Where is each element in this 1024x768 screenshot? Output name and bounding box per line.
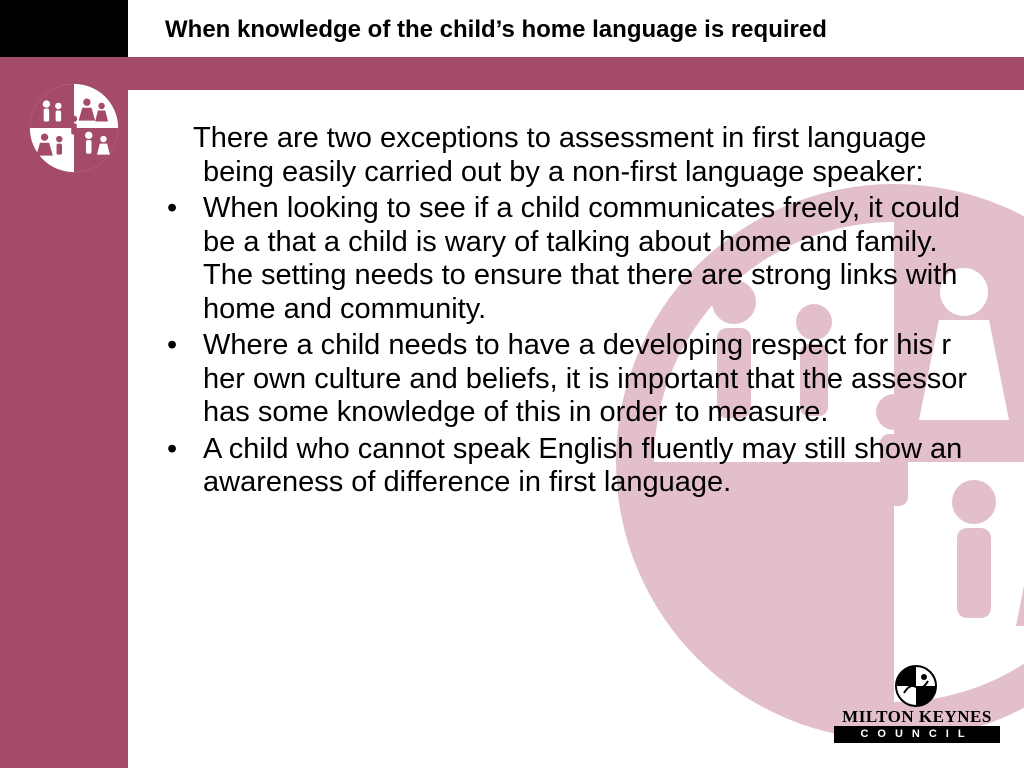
bullet-marker: • — [167, 192, 178, 224]
list-item — [160, 433, 980, 500]
council-name: MILTON KEYNES — [842, 707, 992, 726]
family-logo-icon — [28, 82, 120, 174]
slide-title: When knowledge of the child’s home language is required — [165, 16, 827, 43]
list-item — [160, 329, 980, 430]
bullet-marker: • — [167, 329, 178, 361]
council-logo — [832, 665, 1002, 745]
council-crest-icon — [894, 665, 938, 707]
bullet-text: When looking to see if a child communicates freely, it could be a that a child is wary of talking about home and family. The setting needs to ensure that there are strong links with home and community. — [203, 192, 961, 325]
list-item — [160, 192, 980, 326]
council-subtitle: COUNCIL — [834, 726, 1000, 743]
bullet-text: A child who cannot speak English fluently may still show an awareness of difference in first language. — [203, 432, 963, 498]
bullet-list — [160, 192, 980, 500]
left-sidebar — [0, 90, 128, 768]
intro-paragraph: There are two exceptions to assessment in first language being easily carried out by a non-first language speaker: — [193, 122, 927, 188]
header-black-block — [0, 0, 128, 57]
header-band — [0, 57, 1024, 90]
slide-body — [160, 122, 980, 500]
bullet-text: Where a child needs to have a developing respect for his r her own culture and beliefs, it is important that the assessor has some knowledge of this in order to measure. — [203, 329, 968, 428]
bullet-marker: • — [167, 432, 178, 465]
